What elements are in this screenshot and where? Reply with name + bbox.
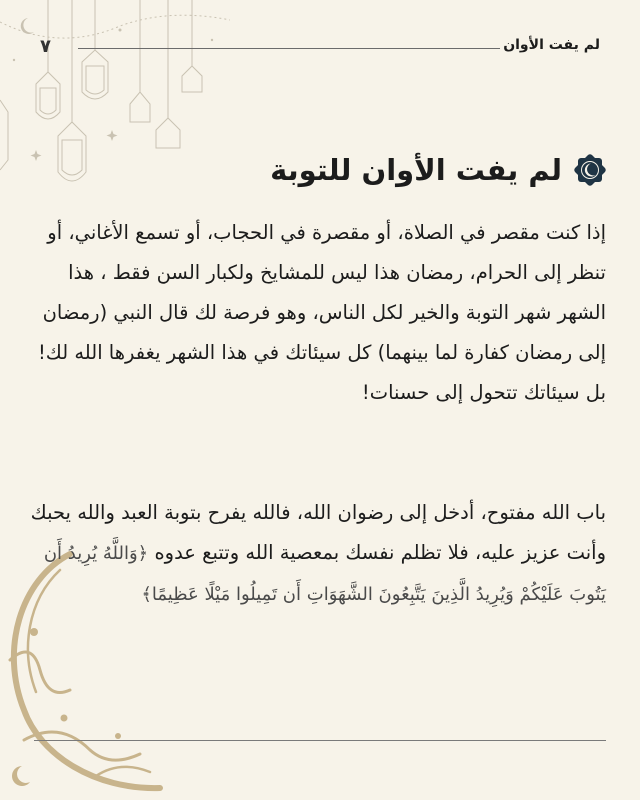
paragraph-1: إذا كنت مقصر في الصلاة، أو مقصرة في الحجاب، أو تسمع الأغاني، أو تنظر إلى الحرام، رمضان هذا ليس للمشايخ ولكبار السن فقط ، هذا الشهر شهر التوبة والخير لكل الناس، وهو فرصة لك قال النبي (رمضان إلى رمضان كفارة لما بينهما) كل سيئاتك في هذا الشهر يغفرها الله لك! بل سيئاتك تتحول إلى حسنات!	[37, 221, 606, 404]
paragraph-2	[28, 493, 606, 615]
page-title: لم يفت الأوان للتوبة	[270, 153, 562, 187]
ramadan-lanterns-decoration	[0, 0, 230, 200]
page-number: ٧	[40, 36, 51, 57]
header-rule	[78, 48, 500, 49]
crescent-star-badge-icon	[572, 152, 608, 188]
quran-verse: ﴿وَاللَّهُ يُرِيدُ أَن يَتُوبَ عَلَيْكُمْ وَيُرِيدُ الَّذِينَ يَتَّبِعُونَ الشَّهَوَاتِ أَن تَمِيلُوا مَيْلًا عَظِيمًا﴾	[43, 543, 606, 605]
running-title: لم يفت الأوان	[503, 37, 600, 53]
paragraph-2-text: باب الله مفتوح، أدخل إلى رضوان الله، فالله يفرح بتوبة العبد والله يحبك وأنت عزيز عليه، فلا تظلم نفسك بمعصية الله وتتبع عدوه	[30, 501, 606, 564]
title-row	[270, 150, 608, 190]
footer-rule	[34, 740, 606, 741]
